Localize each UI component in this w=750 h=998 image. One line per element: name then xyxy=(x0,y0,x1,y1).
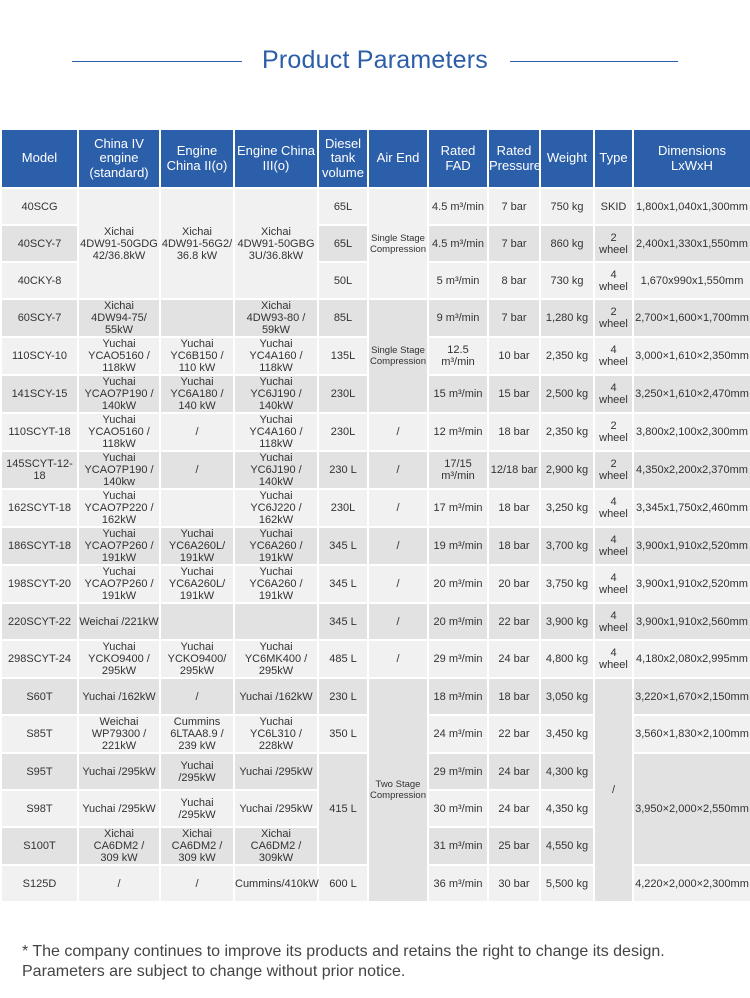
table-cell: 60SCY-7 xyxy=(1,299,78,337)
table-cell: Yuchai YCAO7P260 / 191kW xyxy=(78,527,160,565)
table-cell: / xyxy=(594,678,633,902)
column-header: Engine China II(o) xyxy=(160,129,234,188)
table-cell: 345 L xyxy=(318,603,368,640)
table-cell xyxy=(160,299,234,337)
table-cell: Yuchai YC4A160 / 118kW xyxy=(234,413,318,451)
column-header: Engine China III(o) xyxy=(234,129,318,188)
table-cell: 4 wheel xyxy=(594,603,633,640)
table-cell: 186SCYT-18 xyxy=(1,527,78,565)
table-cell: 12.5 m³/min xyxy=(428,337,488,375)
table-cell: 4,180x2,080x2,995mm xyxy=(633,640,750,678)
table-cell: 2,400x1,330x1,550mm xyxy=(633,225,750,262)
page-title: Product Parameters xyxy=(262,46,488,74)
table-cell: 24 bar xyxy=(488,640,540,678)
table-cell: S100T xyxy=(1,827,78,865)
column-header: Dimensions LxWxH xyxy=(633,129,750,188)
table-row xyxy=(1,413,750,451)
table-cell: 17 m³/min xyxy=(428,489,488,527)
column-header: China IV engine (standard) xyxy=(78,129,160,188)
table-row xyxy=(1,188,750,225)
table-cell: / xyxy=(368,640,428,678)
table-cell: 31 m³/min xyxy=(428,827,488,865)
table-cell: 36 m³/min xyxy=(428,865,488,902)
table-cell: / xyxy=(160,413,234,451)
table-cell: 40SCG xyxy=(1,188,78,225)
table-cell xyxy=(160,603,234,640)
table-cell xyxy=(234,603,318,640)
table-cell: 65L xyxy=(318,225,368,262)
table-cell: / xyxy=(160,865,234,902)
table-cell: 145SCYT-12-18 xyxy=(1,451,78,489)
table-cell: Yuchai /162kW xyxy=(234,678,318,715)
table-cell: 18 bar xyxy=(488,489,540,527)
table-cell: 4,800 kg xyxy=(540,640,594,678)
table-cell: 345 L xyxy=(318,565,368,603)
table-row xyxy=(1,527,750,565)
table-row xyxy=(1,640,750,678)
table-cell: 10 bar xyxy=(488,337,540,375)
table-cell: 3,560×1,830×2,100mm xyxy=(633,715,750,753)
table-cell: 4.5 m³/min xyxy=(428,188,488,225)
table-cell: 3,345x1,750x2,460mm xyxy=(633,489,750,527)
table-cell: S85T xyxy=(1,715,78,753)
table-cell: Yuchai /295kW xyxy=(234,753,318,790)
table-cell: 3,700 kg xyxy=(540,527,594,565)
table-cell: 415 L xyxy=(318,753,368,865)
table-cell: 485 L xyxy=(318,640,368,678)
table-cell: 3,250×1,610×2,470mm xyxy=(633,375,750,413)
table-cell: Xichai 4DW91-50GBG 3U/36.8kW xyxy=(234,188,318,299)
table-cell: 12 m³/min xyxy=(428,413,488,451)
table-cell: 4 wheel xyxy=(594,489,633,527)
table-cell: 2,900 kg xyxy=(540,451,594,489)
table-cell: Xichai CA6DM2 / 309 kW xyxy=(78,827,160,865)
table-row xyxy=(1,489,750,527)
table-cell: 20 bar xyxy=(488,565,540,603)
table-cell: S98T xyxy=(1,790,78,827)
table-cell: 3,750 kg xyxy=(540,565,594,603)
table-cell: Yuchai YC6A260L/ 191kW xyxy=(160,527,234,565)
table-cell: Yuchai YC6J190 / 140kW xyxy=(234,451,318,489)
table-cell: Yuchai YCKO9400 / 295kW xyxy=(78,640,160,678)
table-cell: 30 m³/min xyxy=(428,790,488,827)
table-cell: Yuchai YCAO5160 / 118kW xyxy=(78,337,160,375)
table-cell: 24 bar xyxy=(488,753,540,790)
table-cell: Yuchai YCAO7P190 / 140kw xyxy=(78,451,160,489)
table-cell: 2,350 kg xyxy=(540,337,594,375)
table-cell: 29 m³/min xyxy=(428,753,488,790)
table-cell: Weichai WP79300 / 221kW xyxy=(78,715,160,753)
table-cell: 230 L xyxy=(318,451,368,489)
table-cell: Yuchai YC6A260 / 191kW xyxy=(234,565,318,603)
table-cell: 4,550 kg xyxy=(540,827,594,865)
table-cell: 3,250 kg xyxy=(540,489,594,527)
table-cell: 85L xyxy=(318,299,368,337)
table-cell: 230L xyxy=(318,375,368,413)
column-header: Type xyxy=(594,129,633,188)
table-cell: Yuchai /295kW xyxy=(234,790,318,827)
table-cell: 20 m³/min xyxy=(428,603,488,640)
table-cell: 24 bar xyxy=(488,790,540,827)
table-cell: 4 wheel xyxy=(594,527,633,565)
table-cell: Xichai 4DW91-50GDG 42/36.8kW xyxy=(78,188,160,299)
table-cell: 3,800x2,100x2,300mm xyxy=(633,413,750,451)
table-cell: 730 kg xyxy=(540,262,594,299)
table-cell: 230L xyxy=(318,413,368,451)
table-cell: 198SCYT-20 xyxy=(1,565,78,603)
table-cell: Yuchai YC4A160 / 118kW xyxy=(234,337,318,375)
table-cell: / xyxy=(368,451,428,489)
table-cell: 24 m³/min xyxy=(428,715,488,753)
table-cell: Weichai /221kW xyxy=(78,603,160,640)
table-cell: Xichai 4DW91-56G2/ 36.8 kW xyxy=(160,188,234,299)
table-cell: / xyxy=(368,565,428,603)
table-cell: 65L xyxy=(318,188,368,225)
table-cell: 4,220×2,000×2,300mm xyxy=(633,865,750,902)
table-cell: / xyxy=(368,527,428,565)
table-cell: / xyxy=(78,865,160,902)
table-cell: 3,050 kg xyxy=(540,678,594,715)
table-cell: 7 bar xyxy=(488,225,540,262)
table-cell: 4 wheel xyxy=(594,375,633,413)
table-cell: 141SCY-15 xyxy=(1,375,78,413)
table-cell: 15 bar xyxy=(488,375,540,413)
table-cell: 18 bar xyxy=(488,527,540,565)
table-cell: 298SCYT-24 xyxy=(1,640,78,678)
column-header: Air End xyxy=(368,129,428,188)
table-cell: 19 m³/min xyxy=(428,527,488,565)
table-cell: S125D xyxy=(1,865,78,902)
table-row xyxy=(1,565,750,603)
table-row xyxy=(1,451,750,489)
table-cell: 12/18 bar xyxy=(488,451,540,489)
table-cell: 18 bar xyxy=(488,413,540,451)
table-cell: Yuchai YC6J190 / 140kW xyxy=(234,375,318,413)
table-cell: 135L xyxy=(318,337,368,375)
table-cell: 220SCYT-22 xyxy=(1,603,78,640)
table-cell: Yuchai YC6MK400 / 295kW xyxy=(234,640,318,678)
table-cell: Yuchai YCAO7P190 / 140kW xyxy=(78,375,160,413)
table-cell: Yuchai YCAO7P220 / 162kW xyxy=(78,489,160,527)
table-cell: SKID xyxy=(594,188,633,225)
table-cell: 15 m³/min xyxy=(428,375,488,413)
table-cell: / xyxy=(160,451,234,489)
table-cell: 29 m³/min xyxy=(428,640,488,678)
table-cell: 4 wheel xyxy=(594,262,633,299)
column-header: Rated FAD xyxy=(428,129,488,188)
table-cell: 9 m³/min xyxy=(428,299,488,337)
product-parameters-table xyxy=(0,128,750,903)
table-cell: 600 L xyxy=(318,865,368,902)
table-row xyxy=(1,603,750,640)
table-cell: 345 L xyxy=(318,527,368,565)
table-cell: 3,900 kg xyxy=(540,603,594,640)
disclaimer-note: * The company continues to improve its products and retains the right to change its design. Parameters are subject to change without prior notice. xyxy=(22,943,665,980)
table-cell: / xyxy=(368,603,428,640)
table-cell: 110SCY-10 xyxy=(1,337,78,375)
table-cell: Yuchai /162kW xyxy=(78,678,160,715)
table-cell: 2,700×1,600×1,700mm xyxy=(633,299,750,337)
table-cell: 4,350 kg xyxy=(540,790,594,827)
table-cell: 3,900x1,910x2,520mm xyxy=(633,565,750,603)
table-row xyxy=(1,678,750,715)
table-cell: 1,670x990x1,550mm xyxy=(633,262,750,299)
table-cell xyxy=(160,489,234,527)
table-cell: Xichai 4DW94-75/ 55kW xyxy=(78,299,160,337)
table-cell: Cummins/410kW xyxy=(234,865,318,902)
table-cell: Yuchai YCKO9400/ 295kW xyxy=(160,640,234,678)
table-cell: Yuchai /295kW xyxy=(160,753,234,790)
table-cell: 2,350 kg xyxy=(540,413,594,451)
table-cell: Xichai CA6DM2 / 309 kW xyxy=(160,827,234,865)
table-cell: Yuchai /295kW xyxy=(78,790,160,827)
table-cell: 20 m³/min xyxy=(428,565,488,603)
table-cell: Yuchai YC6A260 / 191kW xyxy=(234,527,318,565)
table-cell: Yuchai YC6B150 / 110 kW xyxy=(160,337,234,375)
table-cell: 4 wheel xyxy=(594,640,633,678)
table-cell: 3,220×1,670×2,150mm xyxy=(633,678,750,715)
heading-divider-right xyxy=(510,61,678,62)
table-cell: 5,500 kg xyxy=(540,865,594,902)
table-cell: 7 bar xyxy=(488,188,540,225)
table-cell: Single Stage Compression xyxy=(368,188,428,299)
table-cell: 3,900x1,910x2,520mm xyxy=(633,527,750,565)
table-cell: Two Stage Compression xyxy=(368,678,428,902)
table-cell: 3,900x1,910x2,560mm xyxy=(633,603,750,640)
table-cell: 4 wheel xyxy=(594,565,633,603)
table-cell: 350 L xyxy=(318,715,368,753)
column-header: Diesel tank volume xyxy=(318,129,368,188)
table-cell: Yuchai /295kW xyxy=(160,790,234,827)
table-cell: 18 m³/min xyxy=(428,678,488,715)
table-cell: Cummins 6LTAA8.9 / 239 kW xyxy=(160,715,234,753)
table-cell: 4 wheel xyxy=(594,337,633,375)
table-cell: 3,450 kg xyxy=(540,715,594,753)
table-cell: 18 bar xyxy=(488,678,540,715)
table-cell: 40CKY-8 xyxy=(1,262,78,299)
table-cell: 30 bar xyxy=(488,865,540,902)
table-header-row xyxy=(1,129,750,188)
table-cell: Yuchai YC6A260L/ 191kW xyxy=(160,565,234,603)
table-cell: 750 kg xyxy=(540,188,594,225)
table-cell: 8 bar xyxy=(488,262,540,299)
table-cell: 162SCYT-18 xyxy=(1,489,78,527)
table-cell: 2,500 kg xyxy=(540,375,594,413)
column-header: Weight xyxy=(540,129,594,188)
table-cell: / xyxy=(160,678,234,715)
table-cell: 2 wheel xyxy=(594,451,633,489)
table-cell: 22 bar xyxy=(488,603,540,640)
table-cell: 3,950×2,000×2,550mm xyxy=(633,753,750,865)
table-row xyxy=(1,299,750,337)
table-cell: Yuchai YC6A180 / 140 kW xyxy=(160,375,234,413)
table-cell: 2 wheel xyxy=(594,225,633,262)
table-cell: 230 L xyxy=(318,678,368,715)
table-cell: 40SCY-7 xyxy=(1,225,78,262)
table-cell: 110SCYT-18 xyxy=(1,413,78,451)
table-cell: 3,000×1,610×2,350mm xyxy=(633,337,750,375)
table-cell: / xyxy=(368,413,428,451)
table-cell: Xichai 4DW93-80 / 59kW xyxy=(234,299,318,337)
table-cell: 4.5 m³/min xyxy=(428,225,488,262)
table-cell: S95T xyxy=(1,753,78,790)
table-cell: Yuchai /295kW xyxy=(78,753,160,790)
table-cell: 1,800x1,040x1,300mm xyxy=(633,188,750,225)
column-header: Model xyxy=(1,129,78,188)
section-heading xyxy=(0,40,750,84)
table-cell: 4,300 kg xyxy=(540,753,594,790)
table-cell: 1,280 kg xyxy=(540,299,594,337)
table-cell: 50L xyxy=(318,262,368,299)
table-cell: Yuchai YCAO7P260 / 191kW xyxy=(78,565,160,603)
table-cell: Yuchai YC6J220 / 162kW xyxy=(234,489,318,527)
table-cell: Yuchai YC6L310 / 228kW xyxy=(234,715,318,753)
table-cell: 2 wheel xyxy=(594,299,633,337)
table-cell: 17/15 m³/min xyxy=(428,451,488,489)
table-cell: 25 bar xyxy=(488,827,540,865)
table-cell: S60T xyxy=(1,678,78,715)
table-cell: 5 m³/min xyxy=(428,262,488,299)
table-cell: 22 bar xyxy=(488,715,540,753)
table-cell: 4,350x2,200x2,370mm xyxy=(633,451,750,489)
table-cell: Yuchai YCAO5160 / 118kW xyxy=(78,413,160,451)
table-cell: 7 bar xyxy=(488,299,540,337)
table-cell: 2 wheel xyxy=(594,413,633,451)
table-cell: 230L xyxy=(318,489,368,527)
column-header: Rated Pressure xyxy=(488,129,540,188)
table-cell: Single Stage Compression xyxy=(368,299,428,413)
table-cell: Xichai CA6DM2 / 309kW xyxy=(234,827,318,865)
table-cell: / xyxy=(368,489,428,527)
table-cell: 860 kg xyxy=(540,225,594,262)
